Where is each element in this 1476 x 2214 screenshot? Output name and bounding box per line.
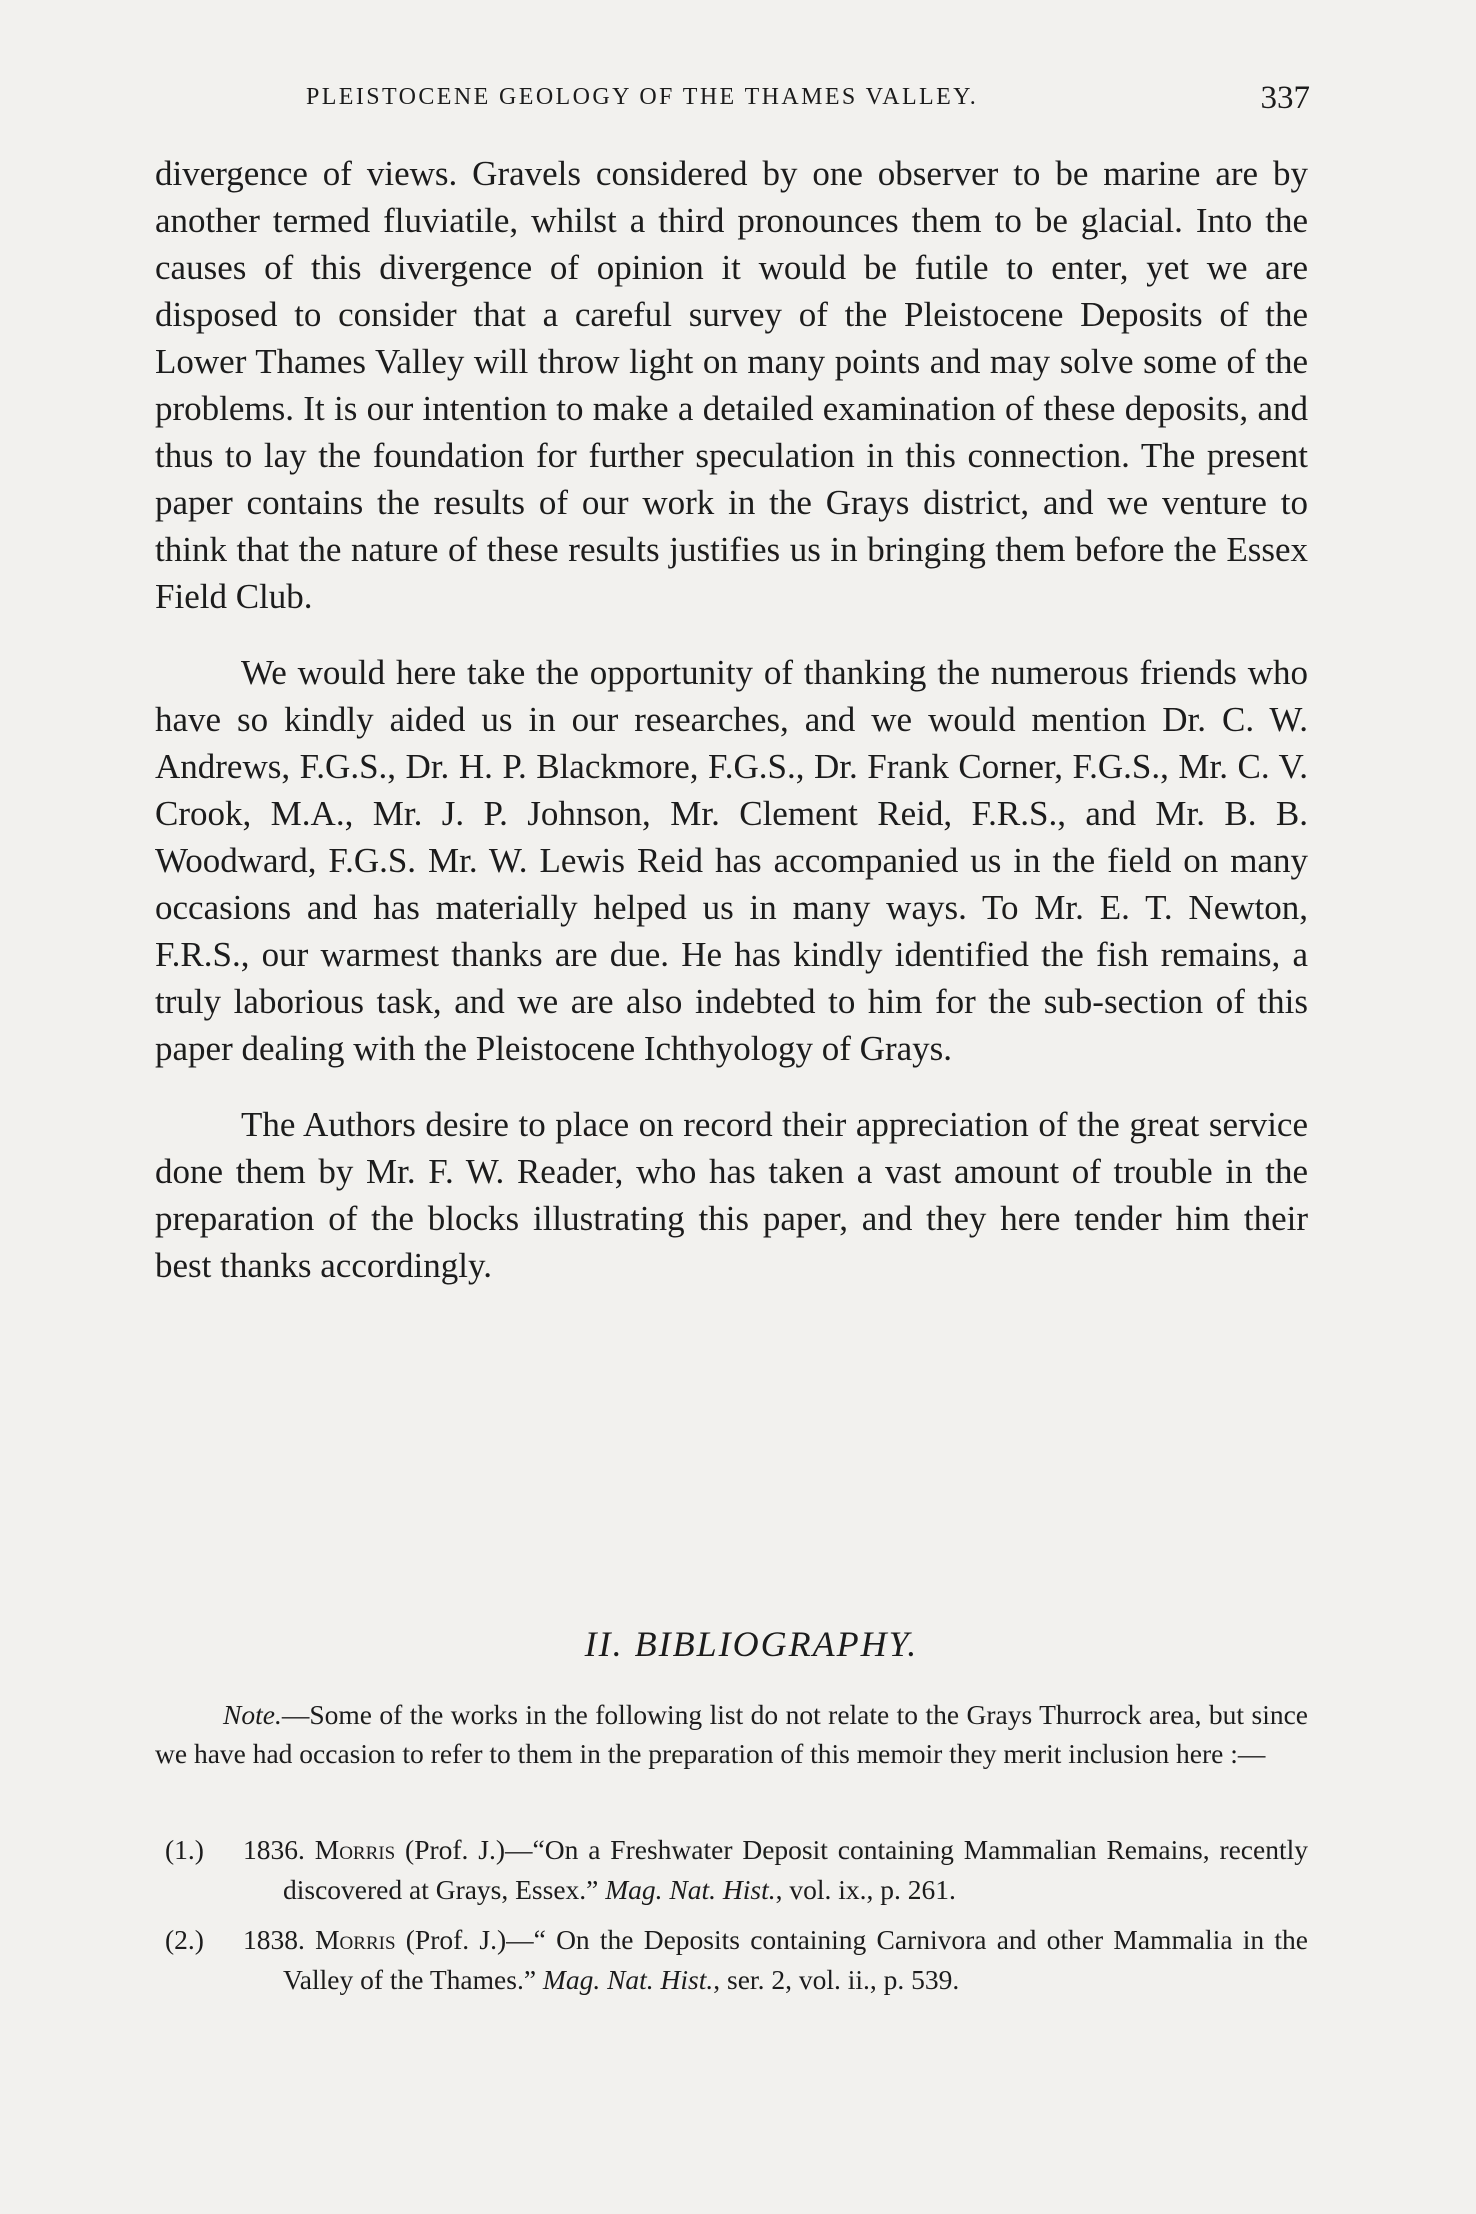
section-heading: [155, 1623, 1308, 1665]
note-label: Note.: [223, 1699, 282, 1730]
bibliography-list: [155, 1830, 1308, 2010]
entry-number: (2.): [165, 1924, 204, 1955]
bibliography-note: [155, 1695, 1308, 1773]
entry-citation: , vol. ix., p. 261.: [775, 1874, 956, 1905]
entry-author: Morris: [315, 1924, 396, 1955]
paragraph-authors-thanks: The Authors desire to place on record their appreciation of the great service done them by Mr. F. W. Reader, who has taken a vast amount of trouble in the preparation of the blocks illustrating this paper, and they here tender him their best thanks accordingly.: [155, 1105, 1308, 1285]
entry-journal: Mag. Nat. Hist.: [542, 1964, 714, 1995]
paragraph-continuation: divergence of views. Gravels considered by one observer to be marine are by another termed fluviatile, whilst a third pronounces them to be glacial. Into the causes of this divergence of opinion it would be futile to enter, yet we are disposed to consider that a careful survey of the Pleistocene Deposits of the Lower Thames Valley will throw light on many points and may solve some of the problems. It is our intention to make a detailed examination of these deposits, and thus to lay the foundation for further speculation in this connection. The present paper contains the results of our work in the Grays district, and we venture to think that the nature of these results justifies us in bringing them before the Essex Field Club.: [155, 154, 1308, 616]
body-text: [155, 150, 1308, 1289]
entry-author: Morris: [314, 1834, 396, 1865]
entry-journal: Mag. Nat. Hist.: [605, 1874, 776, 1905]
note-text: —Some of the works in the following list do not relate to the Grays Thurrock area, but since we have had occasion to refer to them in the preparation of this memoir they merit inclusion here :—: [155, 1699, 1308, 1769]
entry-title: “On a Freshwater Deposit containing Mammalian Remains, recently discovered at Grays, Essex.”: [283, 1834, 1308, 1905]
entry-title: “ On the Deposits containing Carnivora and other Mammalia in the Valley of the Thames.”: [283, 1924, 1308, 1995]
entry-author-suffix: (Prof. J.)—: [395, 1834, 533, 1865]
page-number: 337: [1260, 80, 1310, 116]
running-title: PLEISTOCENE GEOLOGY OF THE THAMES VALLEY.: [306, 84, 979, 110]
entry-year: 1836.: [243, 1834, 305, 1865]
entry-number: (1.): [165, 1834, 204, 1865]
entry-year: 1838.: [243, 1924, 305, 1955]
bibliography-entry: [155, 1920, 1308, 2000]
bibliography-entry: [155, 1830, 1308, 1910]
entry-citation: , ser. 2, vol. ii., p. 539.: [713, 1964, 960, 1995]
section-heading-text: II. BIBLIOGRAPHY.: [584, 1624, 919, 1664]
entry-author-suffix: (Prof. J.)—: [395, 1924, 534, 1955]
page-header: [300, 80, 1310, 120]
paragraph-acknowledgements: We would here take the opportunity of thanking the numerous friends who have so kindly aided us in our researches, and we would mention Dr. C. W. Andrews, F.G.S., Dr. H. P. Blackmore, F.G.S., Dr. Frank Corner, F.G.S., Mr. C. V. Crook, M.A., Mr. J. P. Johnson, Mr. Clement Reid, F.R.S., and Mr. B. B. Woodward, F.G.S. Mr. W. Lewis Reid has accompanied us in the field on many occasions and has materially helped us in many ways. To Mr. E. T. Newton, F.R.S., our warmest thanks are due. He has kindly identified the fish remains, a truly laborious task, and we are also indebted to him for the sub-section of this paper dealing with the Pleistocene Ichthyology of Grays.: [155, 653, 1308, 1068]
